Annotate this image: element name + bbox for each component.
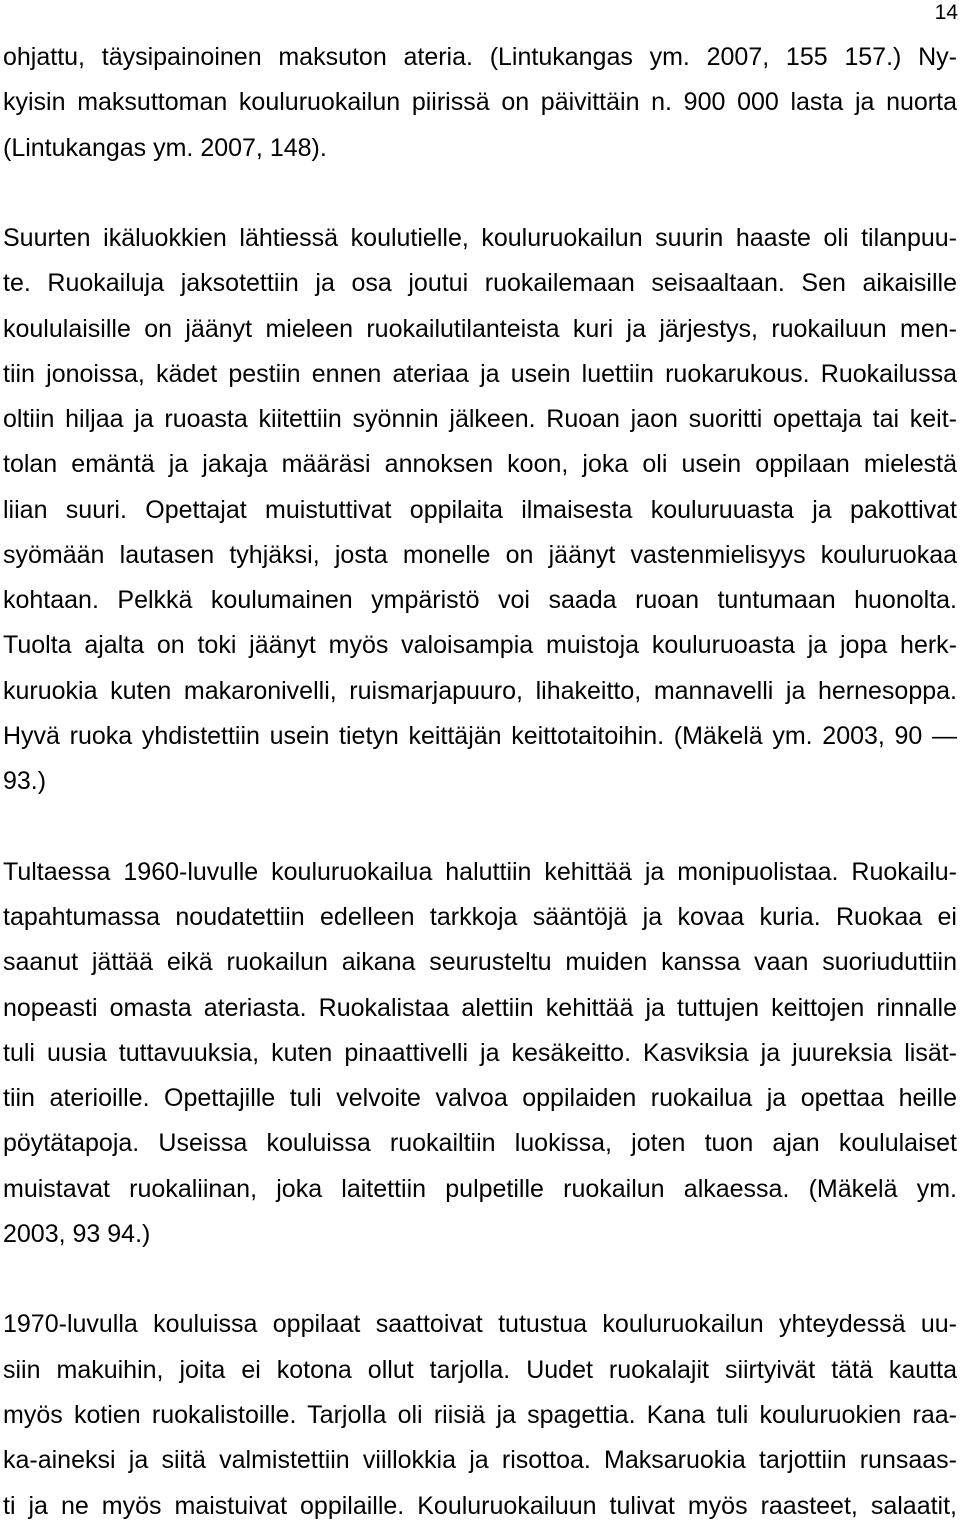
text-line: ka-aineksi ja siitä valmistettiin viillokkia ja risottoa. Maksaruokia tarjottiin runsaas-	[3, 1446, 957, 1475]
text-line: syömään lautasen tyhjäksi, josta monelle on jäänyt vastenmielisyys kouluruokaa	[3, 540, 957, 569]
text-line: koululaisille on jäänyt mieleen ruokailutilanteista kuri ja järjestys, ruokailuun men-	[3, 314, 957, 343]
text-line: liian suuri. Opettajat muistuttivat oppilaita ilmaisesta kouluruuasta ja pakottivat	[3, 495, 957, 524]
text-line: tuli uusia tuttavuuksia, kuten pinaattivelli ja kesäkeitto. Kasviksia ja juureksia lisät-	[3, 1038, 957, 1067]
text-line: tolan emäntä ja jakaja määräsi annoksen koon, joka oli usein oppilaan mielestä	[3, 450, 957, 479]
text-line: (Lintukangas ym. 2007, 148).	[3, 133, 327, 162]
text-line: kohtaan. Pelkkä koulumainen ympäristö voi saada ruoan tuntumaan huonolta.	[3, 586, 957, 615]
paragraph	[3, 42, 957, 223]
text-line: saanut jättää eikä ruokailun aikana seurusteltu muiden kanssa vaan suoriuduttiin	[3, 948, 957, 977]
text-line: tapahtumassa noudatettiin edelleen tarkkoja sääntöjä ja kovaa kuria. Ruokaa ei	[3, 903, 957, 932]
text-line: te. Ruokailuja jaksotettiin ja osa joutui ruokailemaan seisaaltaan. Sen aikaisille	[3, 269, 957, 298]
text-line: Tuolta ajalta on toki jäänyt myös valoisampia muistoja kouluruoasta ja jopa herk-	[3, 631, 957, 660]
text-line: kyisin maksuttoman kouluruokailun piirissä on päivittäin n. 900 000 lasta ja nuorta	[3, 88, 957, 117]
text-line: tiin aterioille. Opettajille tuli velvoite valvoa oppilaiden ruokailua ja opettaa heille	[3, 1084, 957, 1113]
paragraph	[3, 223, 957, 857]
page-number: 14	[934, 1, 958, 24]
paragraph	[3, 1309, 957, 1520]
text-line: Suurten ikäluokkien lähtiessä koulutielle, kouluruokailun suurin haaste oli tilanpuu-	[3, 224, 957, 253]
text-line: kuruokia kuten makaronivelli, ruismarjapuuro, lihakeitto, mannavelli ja hernesoppa.	[3, 676, 957, 705]
paragraph	[3, 857, 957, 1310]
text-line: 2003, 93 94.)	[3, 1219, 151, 1248]
text-line: Hyvä ruoka yhdistettiin usein tietyn keittäjän keittotaitoihin. (Mäkelä ym. 2003, 90 —	[3, 721, 957, 750]
body-text	[3, 42, 957, 1521]
text-line: pöytätapoja. Useissa kouluissa ruokailtiin luokissa, joten tuon ajan koululaiset	[3, 1129, 957, 1158]
text-line: ti ja ne myös maistuivat oppilaille. Kouluruokailuun tulivat myös raasteet, salaatit,	[3, 1491, 957, 1520]
text-line: 93.)	[3, 767, 47, 796]
text-line: oltiin hiljaa ja ruoasta kiitettiin syönnin jälkeen. Ruoan jaon suoritti opettaja tai keit-	[3, 405, 957, 434]
text-line: siin makuihin, joita ei kotona ollut tarjolla. Uudet ruokalajit siirtyivät tätä kautta	[3, 1355, 957, 1384]
text-line: tiin jonoissa, kädet pestiin ennen ateriaa ja usein luettiin ruokarukous. Ruokailussa	[3, 359, 957, 388]
text-line: Tultaessa 1960-luvulle kouluruokailua haluttiin kehittää ja monipuolistaa. Ruokailu-	[3, 857, 957, 886]
text-line: myös kotien ruokalistoille. Tarjolla oli riisiä ja spagettia. Kana tuli kouluruokien raa-	[3, 1400, 957, 1429]
text-line: ohjattu, täysipainoinen maksuton ateria. (Lintukangas ym. 2007, 155 157.) Ny-	[3, 43, 957, 71]
text-line: muistavat ruokaliinan, joka laitettiin pulpetille ruokailun alkaessa. (Mäkelä ym.	[3, 1174, 957, 1203]
text-line: 1970-luvulla kouluissa oppilaat saattoivat tutustua kouluruokailun yhteydessä uu-	[3, 1310, 957, 1339]
text-line: nopeasti omasta ateriasta. Ruokalistaa alettiin kehittää ja tuttujen keittojen rinnalle	[3, 993, 957, 1022]
